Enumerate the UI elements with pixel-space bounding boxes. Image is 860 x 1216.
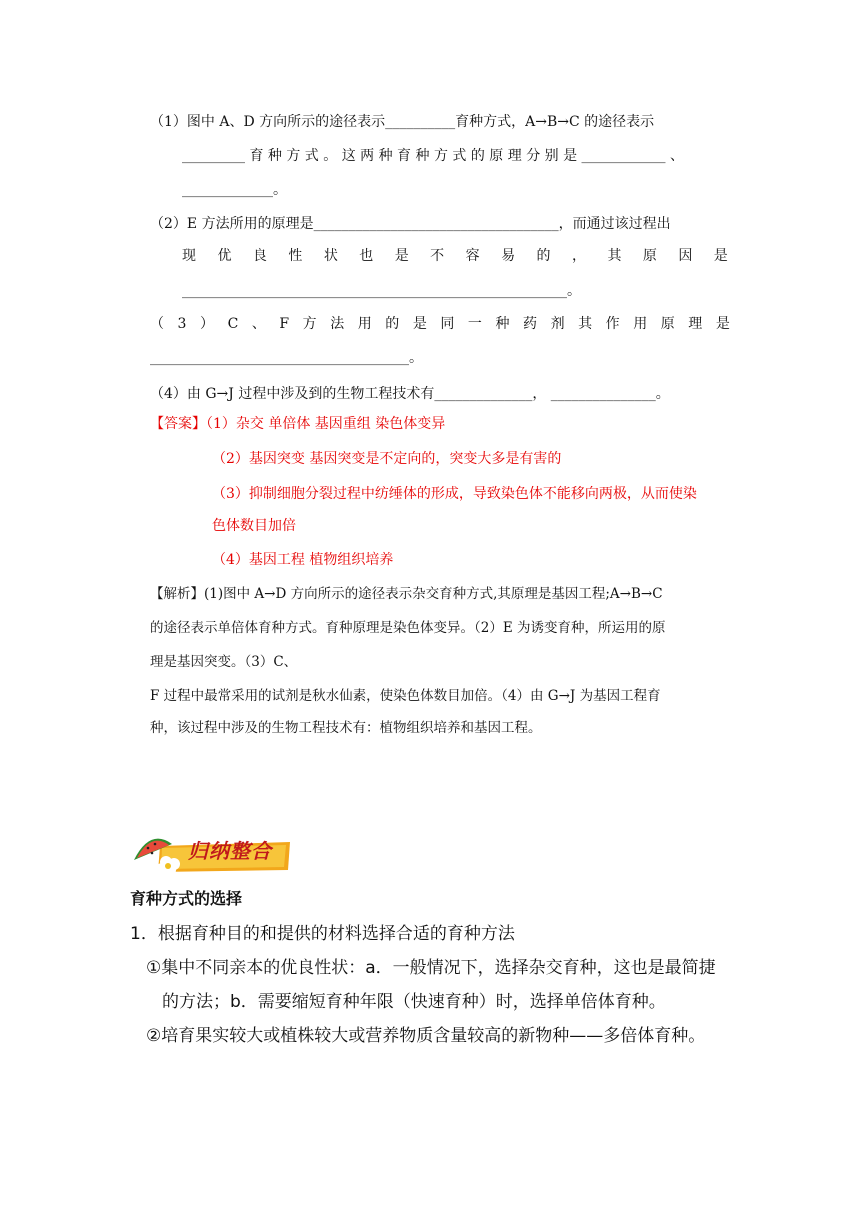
analysis-line3: 理是基因突变。（3）C、 [150,654,298,670]
q2-line3: _______________________________________________________。 [182,283,581,299]
q1-line1: （1）图中 A、D 方向所示的途径表示__________育种方式，A→B→C 的途径表示 [150,114,655,130]
analysis-line1: 【解析】(1)图中 A→D 方向所示的途径表示杂交育种方式,其原理是基因工程;A→B→C [150,586,663,602]
q3-line1: （ 3 ） C 、 F 方 法 用 的 是 同 一 种 药 剂 其 作 用 原 理 是 [150,316,730,332]
summary-item-1-sub1-line2: 的方法；b．需要缩短育种年限（快速育种）时，选择单倍体育种。 [162,992,666,1012]
q3-line2: _____________________________________。 [150,350,423,366]
q4-line1: （4）由 G→J 过程中涉及到的生物工程技术有______________， _______________。 [150,386,670,402]
answer-4: （4）基因工程 植物组织培养 [212,552,394,568]
analysis-line2: 的途径表示单倍体育种方式。育种原理是染色体变异。（2）E 为诱变育种，所运用的原 [150,620,666,636]
answer-line1 [150,414,445,434]
answer-2: （2）基因突变 基因突变是不定向的，突变大多是有害的 [212,451,562,467]
analysis-line5: 种，该过程中涉及的生物工程技术有：植物组织培养和基因工程。 [150,720,542,736]
section-title: 育种方式的选择 [130,889,243,908]
banner-text: 归纳整合 [188,839,272,863]
summary-item-1-sub1-line1: ①集中不同亲本的优良性状：a．一般情况下，选择杂交育种，这也是最简捷 [146,958,716,978]
q1-line2: _________ 育 种 方 式 。 这 两 种 育 种 方 式 的 原 理 分 别 是 ____________ 、 [182,148,685,164]
answer-3-line1: （3）抑制细胞分裂过程中纺缍体的形成，导致染色体不能移向两极，从而使染 [212,486,697,502]
answer-3-line2: 色体数目加倍 [212,518,296,534]
answer-1: （1）杂交 单倍体 基因重组 染色体变异 [206,416,446,432]
summary-banner [130,826,294,876]
q2-line2: 现 优 良 性 状 也 是 不 容 易 的 ， 其 原 因 是 [182,248,728,264]
q1-line3: _____________。 [182,182,287,198]
summary-item-1: 1．根据育种目的和提供的材料选择合适的育种方法 [130,924,515,944]
summary-item-1-sub2: ②培育果实较大或植株较大或营养物质含量较高的新物种——多倍体育种。 [146,1026,706,1046]
answer-label: 【答案】 [150,416,206,432]
analysis-line4: F 过程中最常采用的试剂是秋水仙素，使染色体数目加倍。（4）由 G→J 为基因工程育 [150,688,661,704]
q2-line1: （2）E 方法所用的原理是___________________________________，而通过该过程出 [150,216,671,232]
